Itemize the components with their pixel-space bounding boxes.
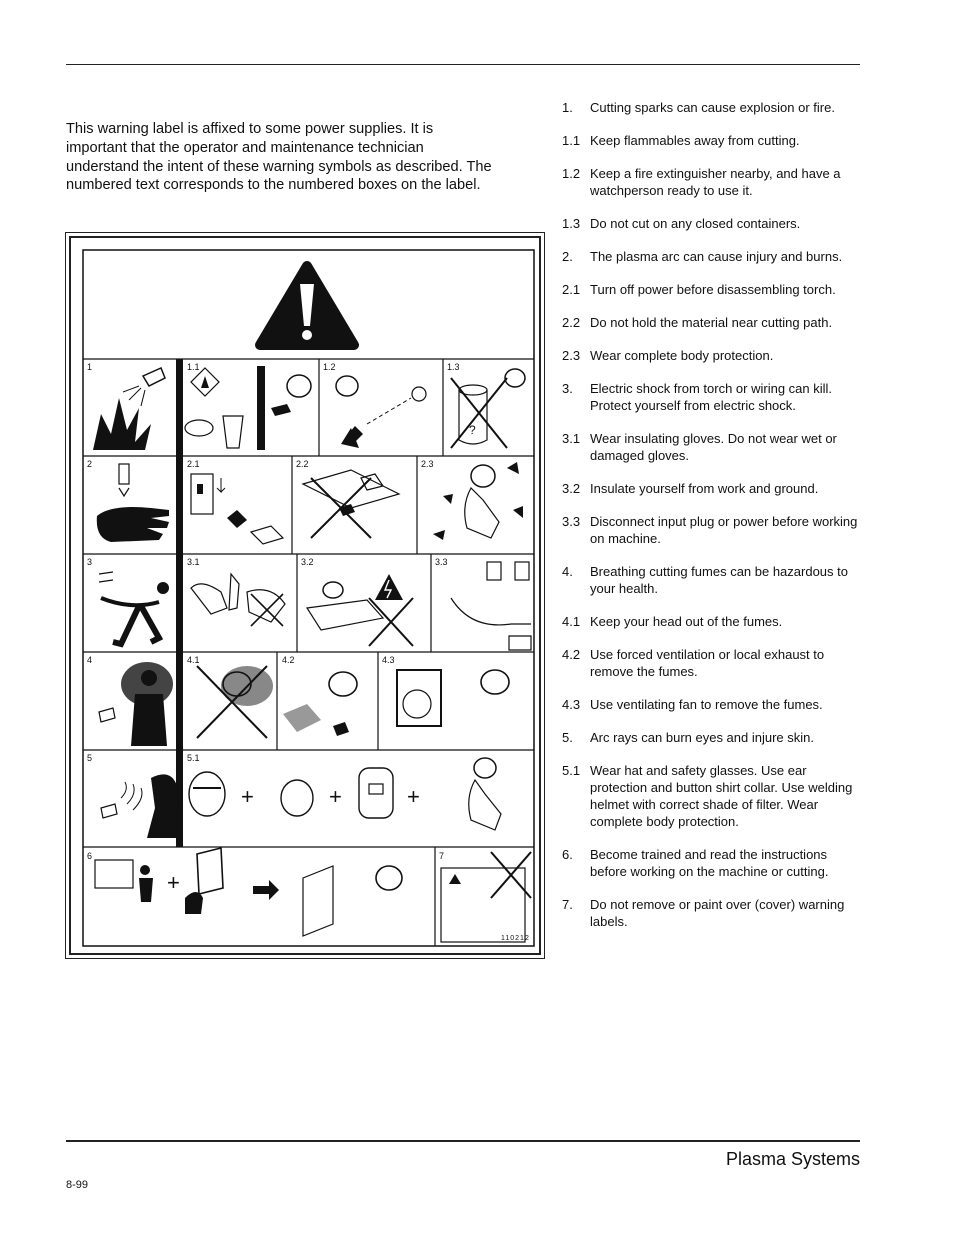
head-out-of-fumes-icon bbox=[197, 666, 273, 738]
instruction-item bbox=[562, 480, 862, 497]
electric-shock-icon bbox=[99, 572, 169, 644]
instruction-text: Wear complete body protection. bbox=[590, 348, 774, 363]
safety-glasses-icon bbox=[189, 758, 501, 830]
instruction-number: 1.1 bbox=[562, 133, 581, 148]
instruction-number: 1. bbox=[562, 100, 573, 115]
instruction-number: 4.2 bbox=[562, 647, 581, 662]
fire-extinguisher-icon bbox=[336, 376, 426, 448]
material-near-path-icon bbox=[303, 470, 399, 538]
cell-number: 3 bbox=[87, 557, 93, 567]
cell-number: 1.2 bbox=[323, 362, 336, 372]
instruction-text: Use ventilating fan to remove the fumes. bbox=[590, 697, 823, 712]
instruction-item bbox=[562, 563, 862, 597]
explosion-icon bbox=[93, 368, 165, 450]
instruction-text: Wear insulating gloves. Do not wear wet or damaged gloves. bbox=[590, 431, 837, 463]
cell-number: 6 bbox=[87, 851, 93, 861]
plasma-arc-hand-icon bbox=[97, 464, 169, 542]
instruction-text: Electric shock from torch or wiring can kill. Protect yourself from electric shock. bbox=[590, 381, 833, 413]
instruction-number: 1.3 bbox=[562, 216, 581, 231]
instruction-item bbox=[562, 696, 862, 713]
instruction-item bbox=[562, 613, 862, 630]
flammables-icon bbox=[185, 366, 311, 450]
cell-number: 1.3 bbox=[447, 362, 460, 372]
instruction-text: Keep flammables away from cutting. bbox=[590, 133, 800, 148]
instruction-number: 1.2 bbox=[562, 166, 581, 181]
instruction-item bbox=[562, 281, 862, 298]
part-number: 110212 bbox=[501, 935, 530, 942]
instruction-text: Become trained and read the instructions before working on the machine or cutting. bbox=[590, 847, 829, 879]
instruction-item bbox=[562, 99, 862, 116]
instruction-text: Turn off power before disassembling torch. bbox=[590, 282, 836, 297]
instruction-item bbox=[562, 846, 862, 880]
instruction-number: 2.2 bbox=[562, 315, 581, 330]
insulate-yourself-icon bbox=[307, 574, 413, 646]
instruction-text: Insulate yourself from work and ground. bbox=[590, 481, 819, 496]
instruction-item bbox=[562, 762, 862, 830]
warning-label-inner-border bbox=[69, 236, 541, 955]
instruction-text: Do not hold the material near cutting path. bbox=[590, 315, 833, 330]
cell-number: 3.2 bbox=[301, 557, 314, 567]
cell-number: 3.1 bbox=[187, 557, 200, 567]
instruction-item bbox=[562, 896, 862, 930]
warning-label bbox=[65, 232, 545, 959]
page-number: 8-99 bbox=[66, 1179, 89, 1191]
instructions-list bbox=[562, 99, 862, 930]
instruction-number: 2.1 bbox=[562, 282, 581, 297]
cell-number: 2.1 bbox=[187, 459, 200, 469]
instruction-item bbox=[562, 646, 862, 680]
cell-number: 5.1 bbox=[187, 753, 200, 763]
instruction-number: 3.1 bbox=[562, 431, 581, 446]
ventilating-fan-icon bbox=[397, 670, 509, 726]
disconnect-plug-icon bbox=[451, 562, 531, 650]
instruction-number: 3. bbox=[562, 381, 573, 396]
question-mark: ? bbox=[469, 423, 476, 437]
instruction-item bbox=[562, 248, 862, 265]
instruction-text: Cutting sparks can cause explosion or fire. bbox=[590, 100, 835, 115]
instruction-item bbox=[562, 729, 862, 746]
instruction-item bbox=[562, 314, 862, 331]
instruction-text: The plasma arc can cause injury and burns. bbox=[590, 249, 843, 264]
instruction-number: 7. bbox=[562, 897, 573, 912]
bottom-rule bbox=[66, 1140, 860, 1142]
body-protection-icon bbox=[433, 462, 523, 540]
instruction-item bbox=[562, 380, 862, 414]
instruction-text: Do not cut on any closed containers. bbox=[590, 216, 801, 231]
instruction-number: 6. bbox=[562, 847, 573, 862]
warning-label-graphic bbox=[71, 238, 541, 955]
instruction-item bbox=[562, 215, 862, 232]
instruction-text: Wear hat and safety glasses. Use ear protection and button shirt collar. Use welding helmet with correct shade of filter. Wear complete body protection. bbox=[590, 763, 853, 829]
top-rule bbox=[66, 64, 860, 65]
cell-number: 2.3 bbox=[421, 459, 434, 469]
footer-brand: Plasma Systems bbox=[725, 1149, 860, 1169]
cell-number: 7 bbox=[439, 851, 445, 861]
cell-number: 2.2 bbox=[296, 459, 309, 469]
cell-number: 2 bbox=[87, 459, 93, 469]
instruction-text: Do not remove or paint over (cover) warning labels. bbox=[590, 897, 845, 929]
instruction-text: Disconnect input plug or power before working on machine. bbox=[590, 514, 858, 546]
instruction-number: 5. bbox=[562, 730, 573, 745]
instruction-number: 4. bbox=[562, 564, 573, 579]
instruction-text: Use forced ventilation or local exhaust to remove the fumes. bbox=[590, 647, 825, 679]
intro-paragraph: This warning label is affixed to some power supplies. It is important that the operator and maintenance technician understand the intent of these warning symbols as described. The numbered text corresponds to the numbered boxes on the label. bbox=[66, 121, 492, 194]
instruction-number: 2. bbox=[562, 249, 573, 264]
cell-number: 3.3 bbox=[435, 557, 448, 567]
instruction-number: 4.1 bbox=[562, 614, 581, 629]
power-off-icon bbox=[191, 474, 283, 544]
fumes-icon bbox=[99, 662, 173, 746]
cell-number: 1.1 bbox=[187, 362, 200, 372]
instruction-text: Breathing cutting fumes can be hazardous to your health. bbox=[590, 564, 848, 596]
insulating-gloves-icon bbox=[191, 574, 285, 626]
instruction-item bbox=[562, 513, 862, 547]
warning-label-icon bbox=[441, 852, 531, 942]
instruction-item bbox=[562, 347, 862, 364]
svg-text:+: + bbox=[329, 784, 342, 809]
instruction-item bbox=[562, 430, 862, 464]
instruction-item bbox=[562, 132, 862, 149]
instruction-number: 4.3 bbox=[562, 697, 581, 712]
cell-number: 4.2 bbox=[282, 655, 295, 665]
training-instructions-icon bbox=[95, 848, 402, 936]
cell-number: 4.3 bbox=[382, 655, 395, 665]
svg-text:+: + bbox=[241, 784, 254, 809]
cell-number: 5 bbox=[87, 753, 93, 763]
svg-text:+: + bbox=[407, 784, 420, 809]
instruction-number: 2.3 bbox=[562, 348, 581, 363]
closed-container-icon bbox=[451, 369, 525, 448]
svg-text:+: + bbox=[167, 870, 180, 895]
instruction-text: Keep a fire extinguisher nearby, and have a watchperson ready to use it. bbox=[590, 166, 841, 198]
instruction-number: 3.2 bbox=[562, 481, 581, 496]
cell-number: 4.1 bbox=[187, 655, 200, 665]
instruction-number: 3.3 bbox=[562, 514, 581, 529]
cell-number: 4 bbox=[87, 655, 93, 665]
instruction-text: Keep your head out of the fumes. bbox=[590, 614, 783, 629]
instruction-number: 5.1 bbox=[562, 763, 581, 778]
forced-ventilation-icon bbox=[283, 672, 357, 736]
instruction-item bbox=[562, 165, 862, 199]
cell-number: 1 bbox=[87, 362, 93, 372]
arc-rays-icon bbox=[101, 774, 181, 838]
instruction-text: Arc rays can burn eyes and injure skin. bbox=[590, 730, 814, 745]
warning-triangle-icon bbox=[260, 266, 354, 345]
